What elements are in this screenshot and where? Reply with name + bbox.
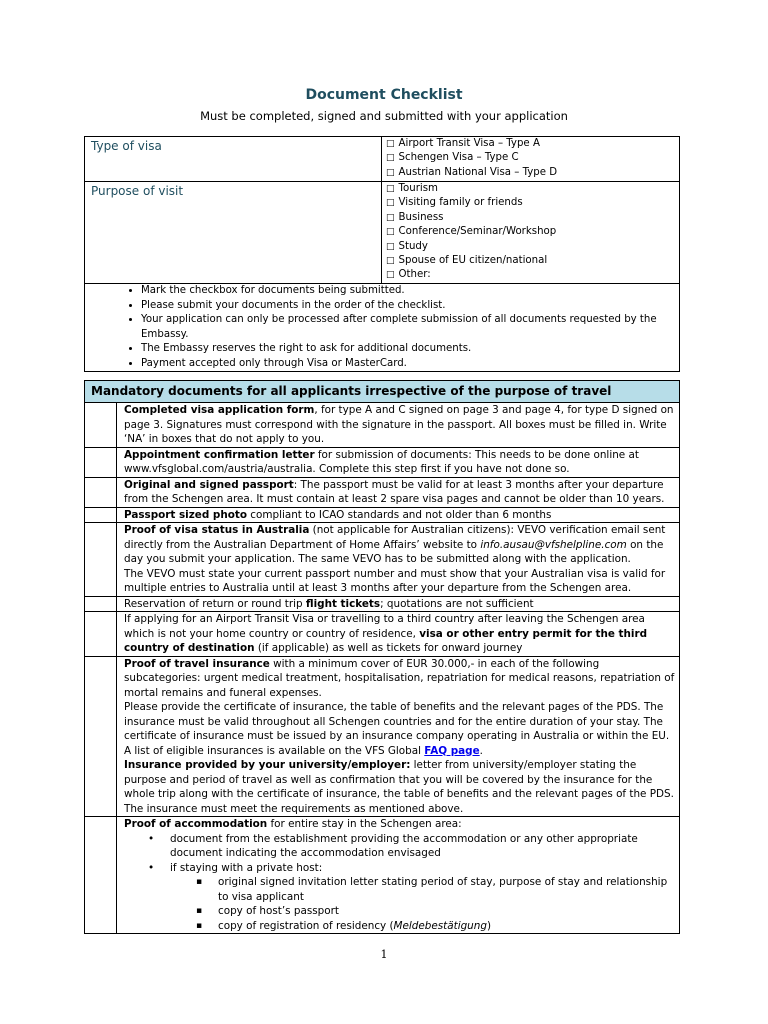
sub-list-item: ▪ original signed invitation letter stating period of stay, purpose of stay and relationship to visa applicant	[218, 875, 675, 904]
document-title: flight tickets	[305, 597, 381, 610]
document-description: for entire stay in the Schengen area:	[267, 818, 462, 830]
document-description: (not applicable for Australian citizens): VEVO verification email sent directly from the Australian Department of Home Affairs’ website to	[124, 524, 666, 551]
document-title: Completed visa application form	[124, 404, 315, 416]
page-title: Document Checklist	[305, 87, 463, 103]
document-item-passport	[117, 477, 680, 507]
list-item-text: copy of registration of residency (	[218, 919, 394, 932]
document-title: Proof of travel insurance	[124, 657, 270, 670]
document-title: Proof of accommodation	[124, 818, 268, 830]
instructions-cell	[85, 284, 680, 372]
page-number: 1	[380, 948, 388, 961]
sub-list-item: ▪ copy of host’s passport	[218, 904, 675, 919]
document-checkbox[interactable]	[85, 523, 117, 597]
document-title: Proof of visa status in Australia	[124, 524, 310, 536]
document-description: (if applicable) as well as tickets for onward journey	[254, 642, 523, 654]
document-item-application-form	[117, 403, 680, 448]
document-checkbox[interactable]	[85, 612, 117, 657]
list-item-text: )	[486, 919, 492, 932]
document-description: .	[479, 744, 483, 757]
document-item-appointment	[117, 447, 680, 477]
purpose-option[interactable]: □ Conference/Seminar/Workshop	[386, 225, 675, 239]
instruction-item: • Please submit your documents in the order of the checklist.	[141, 299, 675, 314]
visa-type-option[interactable]: □ Austrian National Visa – Type D	[386, 166, 675, 180]
visa-type-label: Type of visa	[85, 137, 382, 182]
document-description: The VEVO must state your current passport number and must show that your Australian visa is valid for multiple entries to Australia until at least 3 months after your departure from the Schengen area.	[124, 567, 666, 594]
document-checkbox[interactable]	[85, 817, 117, 934]
purpose-option[interactable]: □ Spouse of EU citizen/national	[386, 254, 675, 268]
faq-page-link[interactable]: FAQ page	[424, 744, 480, 757]
document-checkbox[interactable]	[85, 477, 117, 507]
document-description: letter from university/employer stating the purpose and period of travel as well as confirmation that you will be covered by the insurance for the whole trip along with the certificate of insurance, the table of benefits and the relevant pages of the PDS. The insurance must meet the requirements as mentioned above.	[124, 759, 674, 815]
document-checkbox[interactable]	[85, 403, 117, 448]
visa-type-option[interactable]: □ Airport Transit Visa – Type A	[386, 137, 675, 151]
document-checkbox[interactable]	[85, 447, 117, 477]
document-description: for submission of documents: This needs to be done online at www.vfsglobal.com/austria/australia. Complete this step first if you have not done so.	[124, 448, 639, 475]
purpose-option[interactable]: □ Visiting family or friends	[386, 196, 675, 210]
document-item-visa-status	[117, 523, 680, 597]
email-address: info.ausau@vfshelpline.com	[480, 538, 627, 551]
document-title: Passport sized photo	[124, 508, 247, 521]
document-title: Original and signed passport	[124, 478, 294, 491]
document-description: : The passport must be valid for at least 3 months after your departure from the Schengen area. It must contain at least 2 spare visa pages and cannot be older than 10 years.	[124, 478, 665, 505]
list-item-text: if staying with a private host:	[170, 861, 323, 874]
list-item	[170, 861, 675, 934]
purpose-option[interactable]: □ Other:	[386, 268, 675, 282]
instruction-item: • Mark the checkbox for documents being submitted.	[141, 284, 675, 299]
mandatory-heading: Mandatory documents for all applicants irrespective of the purpose of travel	[85, 381, 680, 403]
document-title: Appointment confirmation letter	[124, 448, 315, 461]
document-description: ; quotations are not sufficient	[380, 597, 534, 610]
document-item-accommodation	[117, 817, 680, 934]
purpose-option[interactable]: □ Study	[386, 240, 675, 254]
page-subtitle: Must be completed, signed and submitted with your application	[200, 109, 568, 123]
document-description: with a minimum cover of EUR 30.000,- in each of the following subcategories: urgent medical treatment, hospitalisation, repatriation for medical reasons, repatriation of mortal remains and funeral expenses.	[124, 657, 675, 699]
document-item-third-country	[117, 612, 680, 657]
purpose-label: Purpose of visit	[85, 182, 382, 284]
purpose-option[interactable]: □ Business	[386, 211, 675, 225]
document-description: on the day you submit your application. The same VEVO has to be submitted along with the application.	[124, 538, 664, 565]
document-title: Insurance provided by your university/employer:	[124, 759, 411, 771]
instruction-item: • Your application can only be processed after complete submission of all documents requested by the Embassy.	[141, 313, 675, 342]
sub-list-item	[218, 919, 675, 934]
document-checkbox[interactable]	[85, 596, 117, 612]
document-item-photo	[117, 507, 680, 523]
mandatory-documents-table	[84, 380, 680, 934]
visa-type-options	[382, 137, 680, 182]
instruction-item: • The Embassy reserves the right to ask for additional documents.	[141, 342, 675, 357]
document-item-flight-tickets	[117, 596, 680, 612]
list-item: • document from the establishment providing the accommodation or any other appropriate document indicating the accommodation envisaged	[170, 832, 675, 861]
document-checkbox[interactable]	[85, 656, 117, 817]
document-description: Reservation of return or round trip	[124, 597, 306, 610]
purpose-option[interactable]: □ Tourism	[386, 182, 675, 196]
visa-info-table	[84, 136, 680, 372]
document-item-travel-insurance	[117, 656, 680, 817]
document-description: compliant to ICAO standards and not older than 6 months	[246, 508, 552, 521]
purpose-options	[382, 182, 680, 284]
document-description: Please provide the certificate of insurance, the table of benefits and the relevant pages of the PDS. The insurance must be valid throughout all Schengen countries and for the entire duration of your stay. The certificate of insurance must be issued by an insurance company operating in Australia or within the EU. A list of eligible insurances is available on the VFS Global	[124, 701, 670, 757]
document-description: If applying for an Airport Transit Visa or travelling to a third country after leaving the Schengen area which is not your home country or country of residence,	[124, 613, 645, 640]
document-description: , for type A and C signed on page 3 and page 4, for type D signed on page 3. Signatures must correspond with the signature in the passport. All boxes must be filled in. Write ‘NA’ in boxes that do not apply to you.	[124, 404, 674, 445]
list-item-text: Meldebestätigung	[393, 919, 487, 932]
visa-type-option[interactable]: □ Schengen Visa – Type C	[386, 151, 675, 165]
document-title: visa or other entry permit for the third country of destination	[124, 627, 648, 654]
document-checkbox[interactable]	[85, 507, 117, 523]
instruction-item: • Payment accepted only through Visa or MasterCard.	[141, 357, 675, 372]
